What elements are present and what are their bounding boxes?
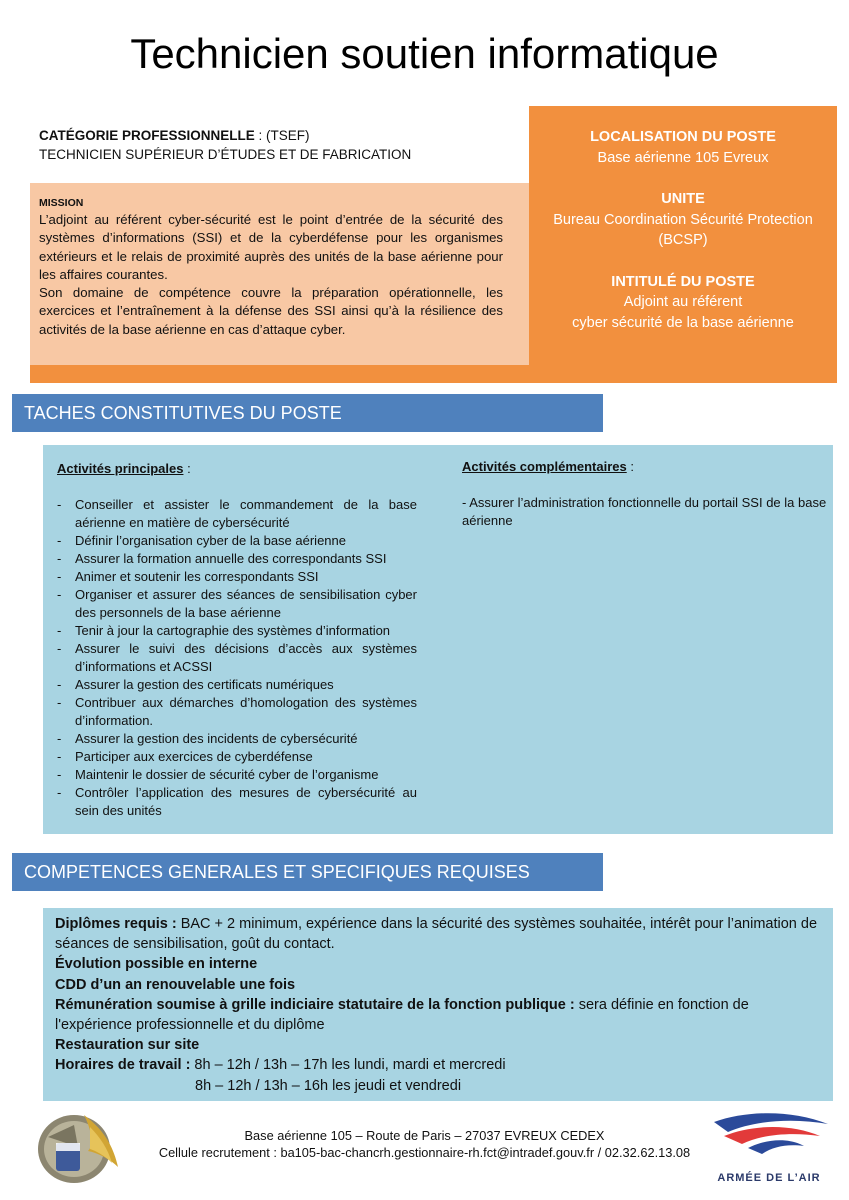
- main-activity-item: - Définir l’organisation cyber de la base aérienne: [57, 532, 417, 550]
- hours-value-1: 8h – 12h / 13h – 17h les lundi, mardi et mercredi: [190, 1057, 506, 1074]
- footer-address: Base aérienne 105 – Route de Paris – 27037 EVREUX CEDEX: [244, 1128, 605, 1143]
- diplomas-line: [55, 914, 825, 954]
- main-activity-item: - Contribuer aux démarches d’homologation des systèmes d’information.: [57, 694, 417, 730]
- location-value: Base aérienne 105 Evreux: [597, 149, 769, 166]
- page-title: Technicien soutien informatique: [130, 30, 719, 77]
- mission-heading: MISSION: [39, 197, 84, 209]
- hours-line-2: 8h – 12h / 13h – 16h les jeudi et vendredi: [195, 1077, 462, 1094]
- section-header-taches: TACHES CONSTITUTIVES DU POSTE: [12, 394, 603, 432]
- main-activity-item: - Assurer la gestion des incidents de cybersécurité: [57, 730, 417, 748]
- location-heading: LOCALISATION DU POSTE: [590, 129, 776, 145]
- main-activity-item: - Contrôler l’application des mesures de cybersécurité au sein des unités: [57, 784, 417, 820]
- orange-divider-strip: [30, 365, 837, 383]
- diplomas-text: BAC + 2 minimum, expérience dans la sécurité des systèmes souhaitée, intérêt pour l’animation de séances de sensibilisation, goût du contact.: [55, 916, 818, 953]
- footer-contact: Cellule recrutement : ba105-bac-chancrh.gestionnaire-rh.fct@intradef.gouv.fr / 02.32.62.13.08: [158, 1145, 691, 1160]
- logo-text: ARMÉE DE L’AIR: [717, 1172, 821, 1184]
- remuneration-line: [55, 995, 825, 1035]
- job-title-heading: INTITULÉ DU POSTE: [611, 273, 755, 290]
- main-activity-item: - Organiser et assurer des séances de sensibilisation cyber des personnels de la base aérienne: [57, 586, 417, 622]
- main-activity-item: - Assurer la formation annuelle des correspondants SSI: [57, 550, 417, 568]
- unit-value-line-1: Bureau Coordination Sécurité Protection: [553, 211, 813, 228]
- cdd-line: CDD d’un an renouvelable une fois: [55, 976, 296, 993]
- main-activities: [57, 460, 417, 820]
- unit-heading: UNITE: [661, 191, 705, 207]
- category-separator: :: [254, 128, 267, 143]
- complementary-activities: [462, 458, 828, 530]
- main-activity-item: - Tenir à jour la cartographie des systèmes d’information: [57, 622, 417, 640]
- armee-de-l-air-logo-icon: [708, 1108, 830, 1188]
- remuneration-text: sera définie en fonction de l'expérience professionnelle et du diplôme: [55, 996, 749, 1034]
- category-label: CATÉGORIE PROFESSIONNELLE: [39, 128, 255, 143]
- remuneration-label: Rémunération soumise à grille indiciaire statutaire de la fonction publique :: [55, 996, 575, 1013]
- category-code: (TSEF): [266, 128, 310, 143]
- location-info: [529, 127, 837, 333]
- main-activity-item: - Animer et soutenir les correspondants SSI: [57, 568, 417, 586]
- evolution-line: Évolution possible en interne: [55, 956, 258, 973]
- job-title-line-1: Adjoint au référent: [623, 294, 743, 310]
- hours-label: Horaires de travail :: [55, 1057, 191, 1074]
- category-full-name: TECHNICIEN SUPÉRIEUR D’ÉTUDES ET DE FABRICATION: [39, 147, 412, 162]
- section-header-competences: COMPETENCES GENERALES ET SPECIFIQUES REQUISES: [12, 853, 603, 891]
- unit-value-line-2: (BCSP): [658, 232, 708, 248]
- mission-paragraph-1: L’adjoint au référent cyber-sécurité est le point d’entrée de la sécurité des systèmes d’informations (SSI) et de la cyberdéfense pour les organismes extérieurs et le relais de proximité auprès des unités de la base aérienne pour les affaires courantes.: [39, 212, 503, 282]
- main-activity-item: - Participer aux exercices de cyberdéfense: [57, 748, 417, 766]
- mission-paragraph-2: Son domaine de compétence couvre la préparation opérationnelle, les exercices et l’entraînement à la défense des SSI ainsi qu’à la résilience des activités de la base aérienne en cas d’attaque cyber.: [39, 285, 503, 337]
- main-activities-heading: Activités principales: [57, 461, 184, 476]
- main-activity-item: - Conseiller et assister le commandement de la base aérienne en matière de cybersécurité: [57, 496, 417, 532]
- competences-text: [55, 914, 825, 1096]
- complementary-activity-item: - Assurer l’administration fonctionnelle du portail SSI de la base aérienne: [462, 495, 827, 528]
- complementary-activities-suffix: :: [626, 459, 634, 474]
- complementary-activities-heading: Activités complémentaires: [462, 459, 627, 474]
- restauration-line: Restauration sur site: [55, 1037, 200, 1054]
- diplomas-label: Diplômes requis :: [55, 916, 177, 932]
- main-activities-list: [57, 496, 417, 820]
- category-block: [39, 126, 411, 164]
- main-activity-item: - Assurer la gestion des certificats numériques: [57, 676, 417, 694]
- job-title-line-2: cyber sécurité de la base aérienne: [572, 314, 794, 331]
- main-activities-suffix: :: [183, 461, 191, 476]
- hours-line-1: [55, 1055, 825, 1075]
- main-activity-item: - Maintenir le dossier de sécurité cyber de l’organisme: [57, 766, 417, 784]
- main-activity-item: - Assurer le suivi des décisions d’accès aux systèmes d’informations et ACSSI: [57, 640, 417, 676]
- mission-text: [39, 196, 503, 339]
